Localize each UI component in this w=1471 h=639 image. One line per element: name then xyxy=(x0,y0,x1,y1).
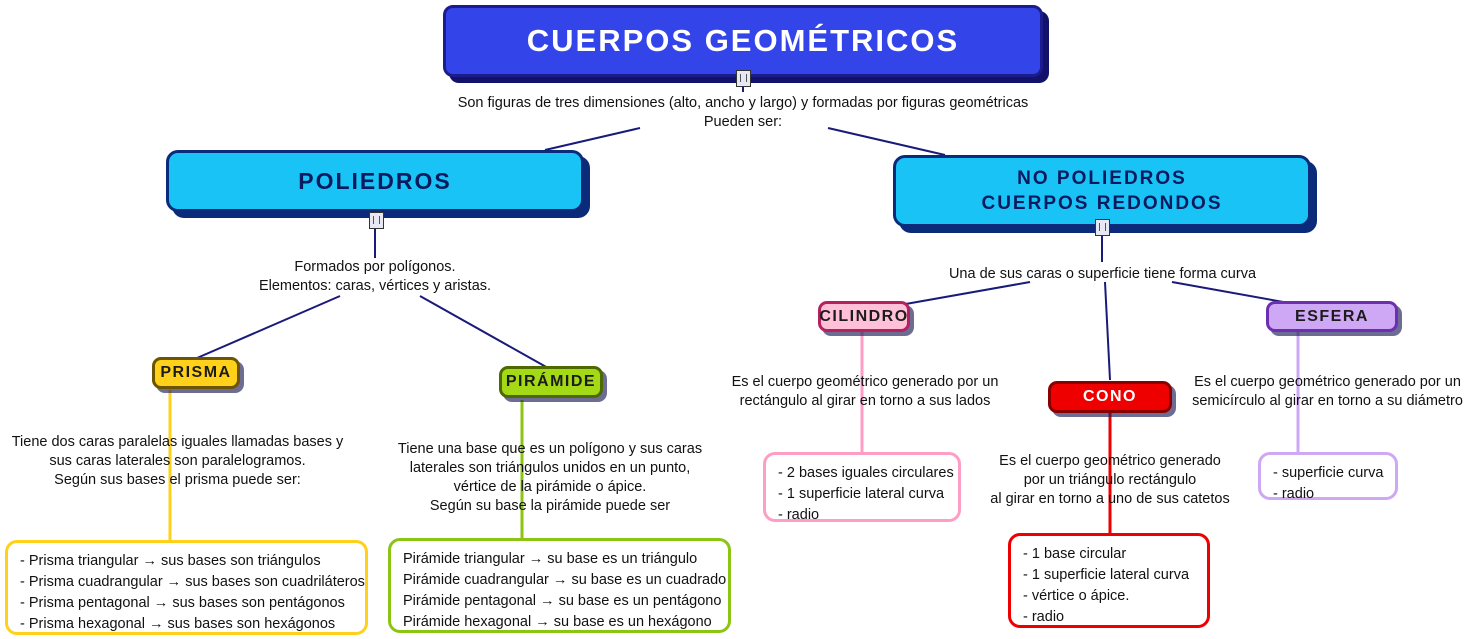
title-collapse-handle[interactable] xyxy=(736,70,751,87)
piramide-desc-line-3: vértice de la pirámide o ápice. xyxy=(453,479,647,495)
poliedros-desc-line-1: Formados por polígonos. xyxy=(294,259,456,275)
prisma-desc-line-1: Tiene dos caras paralelas iguales llamadas bases y xyxy=(11,434,344,450)
esfera-label: ESFERA xyxy=(1295,307,1369,325)
node-piramide[interactable] xyxy=(499,366,603,398)
poliedros-desc-line-2: Elementos: caras, vértices y aristas. xyxy=(258,278,492,294)
cono-items-box xyxy=(1008,533,1210,628)
prisma-desc-line-3: Según sus bases el prisma puede ser: xyxy=(54,472,301,488)
node-esfera[interactable] xyxy=(1266,301,1398,332)
node-no-poliedros[interactable] xyxy=(893,155,1311,227)
piramide-description xyxy=(390,440,710,516)
no-poliedros-label-line-2: CUERPOS REDONDOS xyxy=(981,193,1223,214)
esfera-description xyxy=(1185,373,1470,411)
poliedros-collapse-handle[interactable] xyxy=(369,212,384,229)
esfera-desc-line-1: Es el cuerpo geométrico generado por un xyxy=(1194,374,1461,390)
prisma-item: - Prisma triangular → sus bases son triángulos xyxy=(20,553,321,569)
piramide-items-box xyxy=(388,538,731,633)
cilindro-description xyxy=(720,373,1010,411)
piramide-item: Pirámide hexagonal → su base es un hexágono xyxy=(403,614,712,630)
prisma-description xyxy=(5,433,350,490)
piramide-item: Pirámide pentagonal → su base es un pentágono xyxy=(403,593,722,609)
node-cono[interactable] xyxy=(1048,381,1172,413)
prisma-label: PRISMA xyxy=(160,364,232,381)
cono-item: - 1 base circular xyxy=(1023,546,1127,562)
cilindro-desc-line-1: Es el cuerpo geométrico generado por un xyxy=(731,374,999,390)
esfera-items-box xyxy=(1258,452,1398,500)
cilindro-item: - radio xyxy=(778,507,820,523)
poliedros-description xyxy=(175,258,575,296)
cilindro-desc-line-2: rectángulo al girar en torno a sus lados xyxy=(739,393,991,409)
node-poliedros[interactable] xyxy=(166,150,584,212)
no-poliedros-description xyxy=(900,265,1305,284)
cilindro-items-box xyxy=(763,452,961,522)
no-poliedros-desc: Una de sus caras o superficie tiene forma curva xyxy=(948,266,1257,282)
cono-description xyxy=(965,452,1255,509)
title-node[interactable] xyxy=(443,5,1043,77)
cono-item: - 1 superficie lateral curva xyxy=(1023,567,1190,583)
cilindro-label: CILINDRO xyxy=(819,307,909,325)
cono-desc-line-2: por un triángulo rectángulo xyxy=(1023,472,1197,488)
title-label: CUERPOS GEOMÉTRICOS xyxy=(526,23,960,58)
intro-line-1: Son figuras de tres dimensiones (alto, ancho y largo) y formadas por figuras geométricas xyxy=(457,95,1029,111)
node-prisma[interactable] xyxy=(152,357,240,389)
node-cilindro[interactable] xyxy=(818,301,910,332)
esfera-desc-line-2: semicírculo al girar en torno a su diámetro xyxy=(1192,393,1463,409)
cono-desc-line-1: Es el cuerpo geométrico generado xyxy=(999,453,1221,469)
intro-line-2: Pueden ser: xyxy=(703,114,783,130)
cono-label: CONO xyxy=(1083,388,1137,405)
prisma-item: - Prisma pentagonal → sus bases son pentágonos xyxy=(20,595,345,611)
prisma-item: - Prisma hexagonal → sus bases son hexágonos xyxy=(20,616,336,632)
poliedros-label: POLIEDROS xyxy=(298,167,452,194)
no-poliedros-collapse-handle[interactable] xyxy=(1095,219,1110,236)
no-poliedros-label-line-1: NO POLIEDROS xyxy=(1017,168,1187,189)
esfera-item: - radio xyxy=(1273,486,1315,502)
piramide-item: Pirámide triangular → su base es un triángulo xyxy=(403,551,698,567)
cono-item: - vértice o ápice. xyxy=(1023,588,1130,604)
cono-desc-line-3: al girar en torno a uno de sus catetos xyxy=(990,491,1230,507)
piramide-desc-line-4: Según su base la pirámide puede ser xyxy=(429,498,671,514)
cono-item: - radio xyxy=(1023,609,1065,625)
piramide-label: PIRÁMIDE xyxy=(505,373,597,390)
piramide-item: Pirámide cuadrangular → su base es un cuadrado xyxy=(403,572,727,588)
prisma-item: - Prisma cuadrangular → sus bases son cuadriláteros xyxy=(20,574,365,590)
esfera-item: - superficie curva xyxy=(1273,465,1384,481)
prisma-items-box xyxy=(5,540,368,635)
intro-text xyxy=(443,94,1043,132)
piramide-desc-line-1: Tiene una base que es un polígono y sus caras xyxy=(397,441,703,457)
piramide-desc-line-2: laterales son triángulos unidos en un punto, xyxy=(409,460,691,476)
prisma-desc-line-2: sus caras laterales son paralelogramos. xyxy=(49,453,306,469)
cilindro-item: - 2 bases iguales circulares xyxy=(778,465,954,481)
cilindro-item: - 1 superficie lateral curva xyxy=(778,486,945,502)
